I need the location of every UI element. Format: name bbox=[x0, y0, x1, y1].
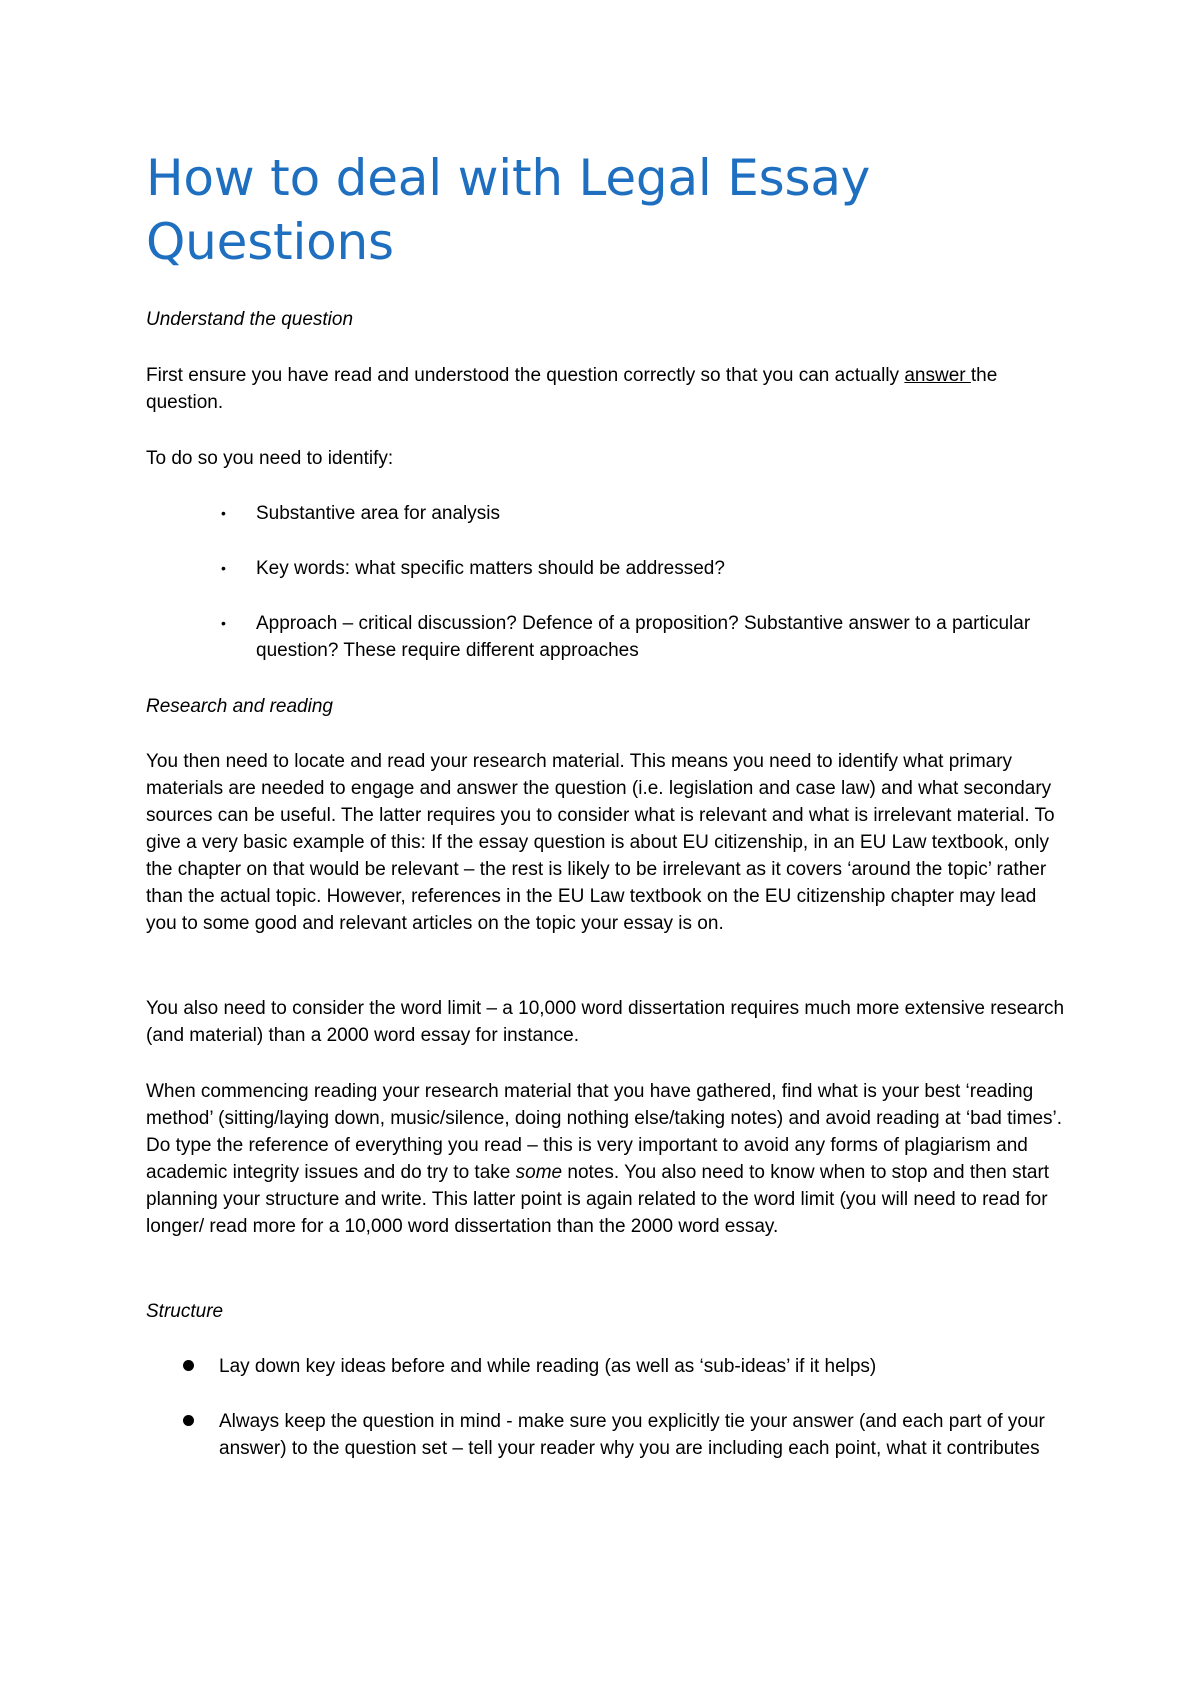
list-item-text: Always keep the question in mind - make sure you explicitly tie your answer (and each part of your answer) to the question set – tell your reader why you are including each point, what it contributes bbox=[219, 1411, 1045, 1459]
bullet-icon: • bbox=[221, 505, 226, 521]
list-item-text: Key words: what specific matters should be addressed? bbox=[256, 558, 725, 579]
paragraph-understand-1 bbox=[146, 362, 1076, 416]
paragraph-understand-2: To do so you need to identify: bbox=[146, 448, 394, 469]
list-item bbox=[221, 500, 1056, 527]
paragraph-research-1: You then need to locate and read your research material. This means you need to identify what primary materials are needed to engage and answer the question (i.e. legislation and case law) and what secondary sources can be useful. The latter requires you to consider what is relevant and what is irrelevant material. To give a very basic example of this: If the essay question is about EU citizenship, in an EU Law textbook, only the chapter on that would be relevant – the rest is likely to be irrelevant as it covers ‘around the topic’ rather than the actual topic. However, references in the EU Law textbook on the EU citizenship chapter may lead you to some good and relevant articles on the topic your essay is on. bbox=[146, 751, 1055, 934]
italic-text: some bbox=[515, 1162, 563, 1183]
section-heading-structure: Structure bbox=[146, 1301, 224, 1322]
document-title: How to deal with Legal Essay Questions bbox=[146, 149, 871, 271]
paragraph-text: When commencing reading your research material that you have gathered, find what is your best ‘reading method’ (sitting/laying down, music/silence, doing nothing else/taking notes) and avoid reading at ‘bad times’. Do type the reference of everything you read – this is very important to avoid any forms of plagiarism and academic integrity issues and do try to take bbox=[146, 1081, 1063, 1183]
paragraph-text: First ensure you have read and understood the question correctly so that you can actually bbox=[146, 365, 905, 386]
list-item bbox=[219, 1408, 1059, 1462]
bullet-icon bbox=[183, 1415, 194, 1426]
paragraph-research-3 bbox=[146, 1078, 1066, 1240]
paragraph-research-2: You also need to consider the word limit – a 10,000 word dissertation requires much more extensive research (and material) than a 2000 word essay for instance. bbox=[146, 998, 1065, 1046]
underlined-text: answer bbox=[904, 365, 971, 386]
section-heading-research: Research and reading bbox=[146, 696, 333, 717]
bullet-icon: • bbox=[221, 560, 226, 576]
list-item-text: Lay down key ideas before and while reading (as well as ‘sub-ideas’ if it helps) bbox=[219, 1356, 877, 1377]
section-heading-understand: Understand the question bbox=[146, 309, 354, 330]
paragraph-text: the question. bbox=[146, 365, 998, 413]
bullet-icon bbox=[183, 1360, 194, 1371]
bullet-icon: • bbox=[221, 615, 226, 631]
list-item bbox=[219, 1353, 1059, 1380]
list-item bbox=[221, 555, 1056, 582]
list-item bbox=[221, 610, 1056, 664]
paragraph-text: notes. You also need to know when to stop and then start planning your structure and write. This latter point is again related to the word limit (you will need to read for longer/ read more for a 10,000 word dissertation than the 2000 word essay. bbox=[146, 1162, 1050, 1237]
list-item-text: Approach – critical discussion? Defence of a proposition? Substantive answer to a particular question? These require different approaches bbox=[256, 613, 1031, 661]
list-item-text: Substantive area for analysis bbox=[256, 503, 500, 524]
